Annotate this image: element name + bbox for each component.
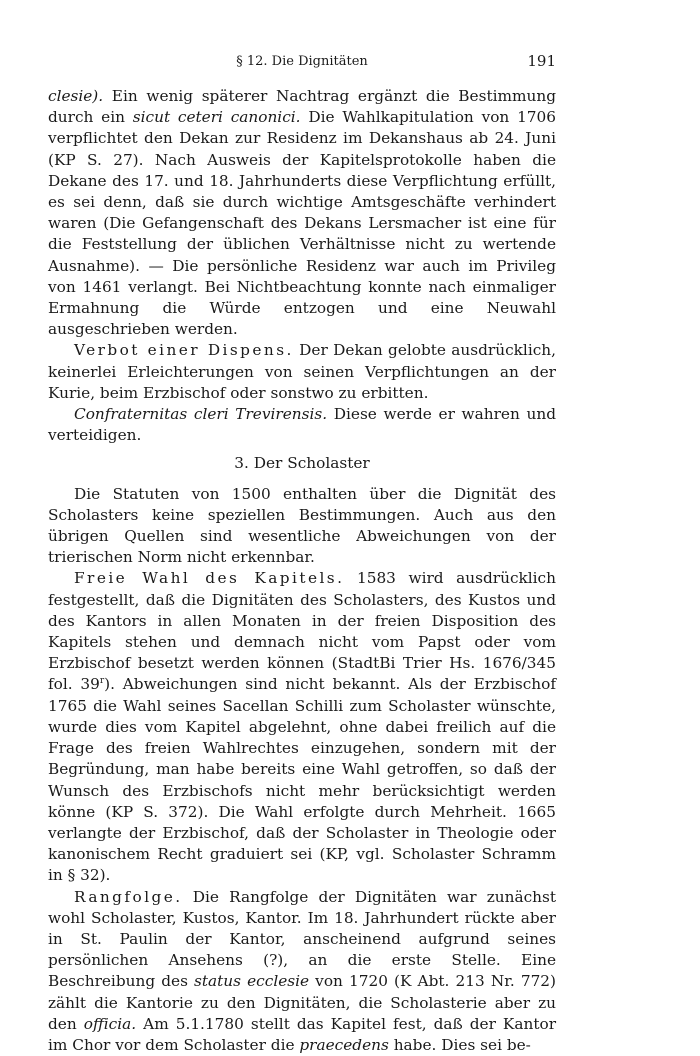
italic-term: clesie). — [48, 87, 104, 105]
running-head — [48, 52, 556, 74]
section-title: § 12. Die Dignitäten — [236, 54, 368, 69]
italic-term: sicut ceteri canonici. — [132, 108, 301, 127]
italic-term: officia. — [83, 1014, 137, 1033]
spaced-heading: Rangfolge. — [74, 887, 183, 906]
folio-superscript: r — [99, 676, 105, 687]
text-run: Die Statuten von 1500 enthalten über die Dignität des Scholasters keine speziellen Bestimmungen. Auch aus den übrigen Quellen sind wesentliche Abweichungen von der trierischen Norm nicht erkennbar. — [48, 484, 556, 567]
section-heading: 3. Der Scholaster — [234, 454, 370, 473]
italic-term: praecedens — [299, 1035, 389, 1054]
text-run: Ein wenig späterer Nachtrag ergänzt die Bestimmung durch ein — [48, 87, 556, 127]
paragraph-dispens — [48, 340, 556, 404]
text-run: Der Dekan gelobte ausdrücklich, keinerlei Erleichterungen von seinen Verpflichtungen an der Kurie, beim Erzbischof oder sonstwo zu erbitten. — [48, 341, 556, 402]
text-run: Die Wahlkapitulation von 1706 verpflichtet den Dekan zur Residenz im Dekanshaus ab 24. Juni (KP S. 27). Nach Ausweis der Kapitelsprotokolle haben die Dekane des 17. und 18. Jahrhunderts diese Verpflichtung erfüllt, es sei denn, daß sie durch wichtige Amtsgeschäfte verhindert waren (Die Gefangenschaft des Dekans Lersmacher ist eine für die Feststellung der üblichen Verhältnisse nicht zu wertende Ausnahme). — Die persönliche Residenz war auch im Privileg von 1461 verlangt. Bei Nichtbeachtung konnte nach einmaliger Ermahnung die Würde entzogen und eine Neuwahl ausgeschrieben werden. — [48, 108, 557, 339]
paragraph-statuten — [48, 484, 556, 569]
paragraph-residence — [48, 86, 556, 340]
spaced-heading: Freie Wahl des Kapitels. — [74, 569, 345, 588]
text-run: 1583 wird ausdrücklich festgestellt, daß die Dignitäten des Scholasters, des Kustos und des Kantors in allen Monaten in der freien Disposition des Kapitels stehen und demnach nicht vom Papst oder vom Erzbischof besetzt werden können (StadtBi Trier Hs. 1676/345 fol. 39 — [48, 569, 556, 694]
text-run: Diese werde er wahren und verteidigen. — [48, 405, 556, 445]
italic-term: status ecclesie — [194, 972, 310, 991]
italic-term: Confraternitas cleri Trevirensis. — [74, 405, 328, 424]
paragraph-rangfolge — [48, 887, 556, 1056]
text-run: ). Abweichungen sind nicht bekannt. Als der Erzbischof 1765 die Wahl seines Sacellan Schilli zum Scholaster wünschte, wurde dies vom Kapitel abgelehnt, ohne dabei freilich auf die Frage des freien Wahlrechtes einzugehen, sondern mit der Begründung, man habe bereits eine Wahl getroffen, so daß der Wunsch des Erzbischofs nicht mehr berücksichtigt werden könne (KP S. 372). Die Wahl erfolgte durch Mehrheit. 1665 verlangte der Erzbischof, daß der Scholaster in Theologie oder kanonischem Recht graduiert sei (KP, vgl. Scholaster Schramm in § 32). — [48, 675, 556, 885]
text-run: habe. Dies sei be- — [388, 1035, 531, 1054]
book-page — [48, 52, 556, 1056]
text-run: Die Rangfolge der Dignitäten war zunächst wohl Scholaster, Kustos, Kantor. Im 18. Jahrhundert rückte aber in St. Paulin der Kantor, anscheinend aufgrund seines persönlichen Ansehens (?), an die erste Stelle. Eine Beschreibung des — [48, 887, 556, 991]
paragraph-freie-wahl — [48, 568, 556, 886]
text-run: von 1720 (K Abt. 213 Nr. 772) zählt die Kantorie zu den Dignitäten, die Scholasterie aber zu den — [48, 972, 556, 1033]
text-run: Am 5.1.1780 stellt das Kapitel fest, daß der Kantor im Chor vor dem Scholaster die — [48, 1014, 557, 1054]
paragraph-confraternitas — [48, 404, 556, 446]
spaced-heading: Verbot einer Dispens. — [74, 341, 294, 360]
body-text — [48, 86, 556, 1056]
page-number: 191 — [527, 52, 556, 70]
